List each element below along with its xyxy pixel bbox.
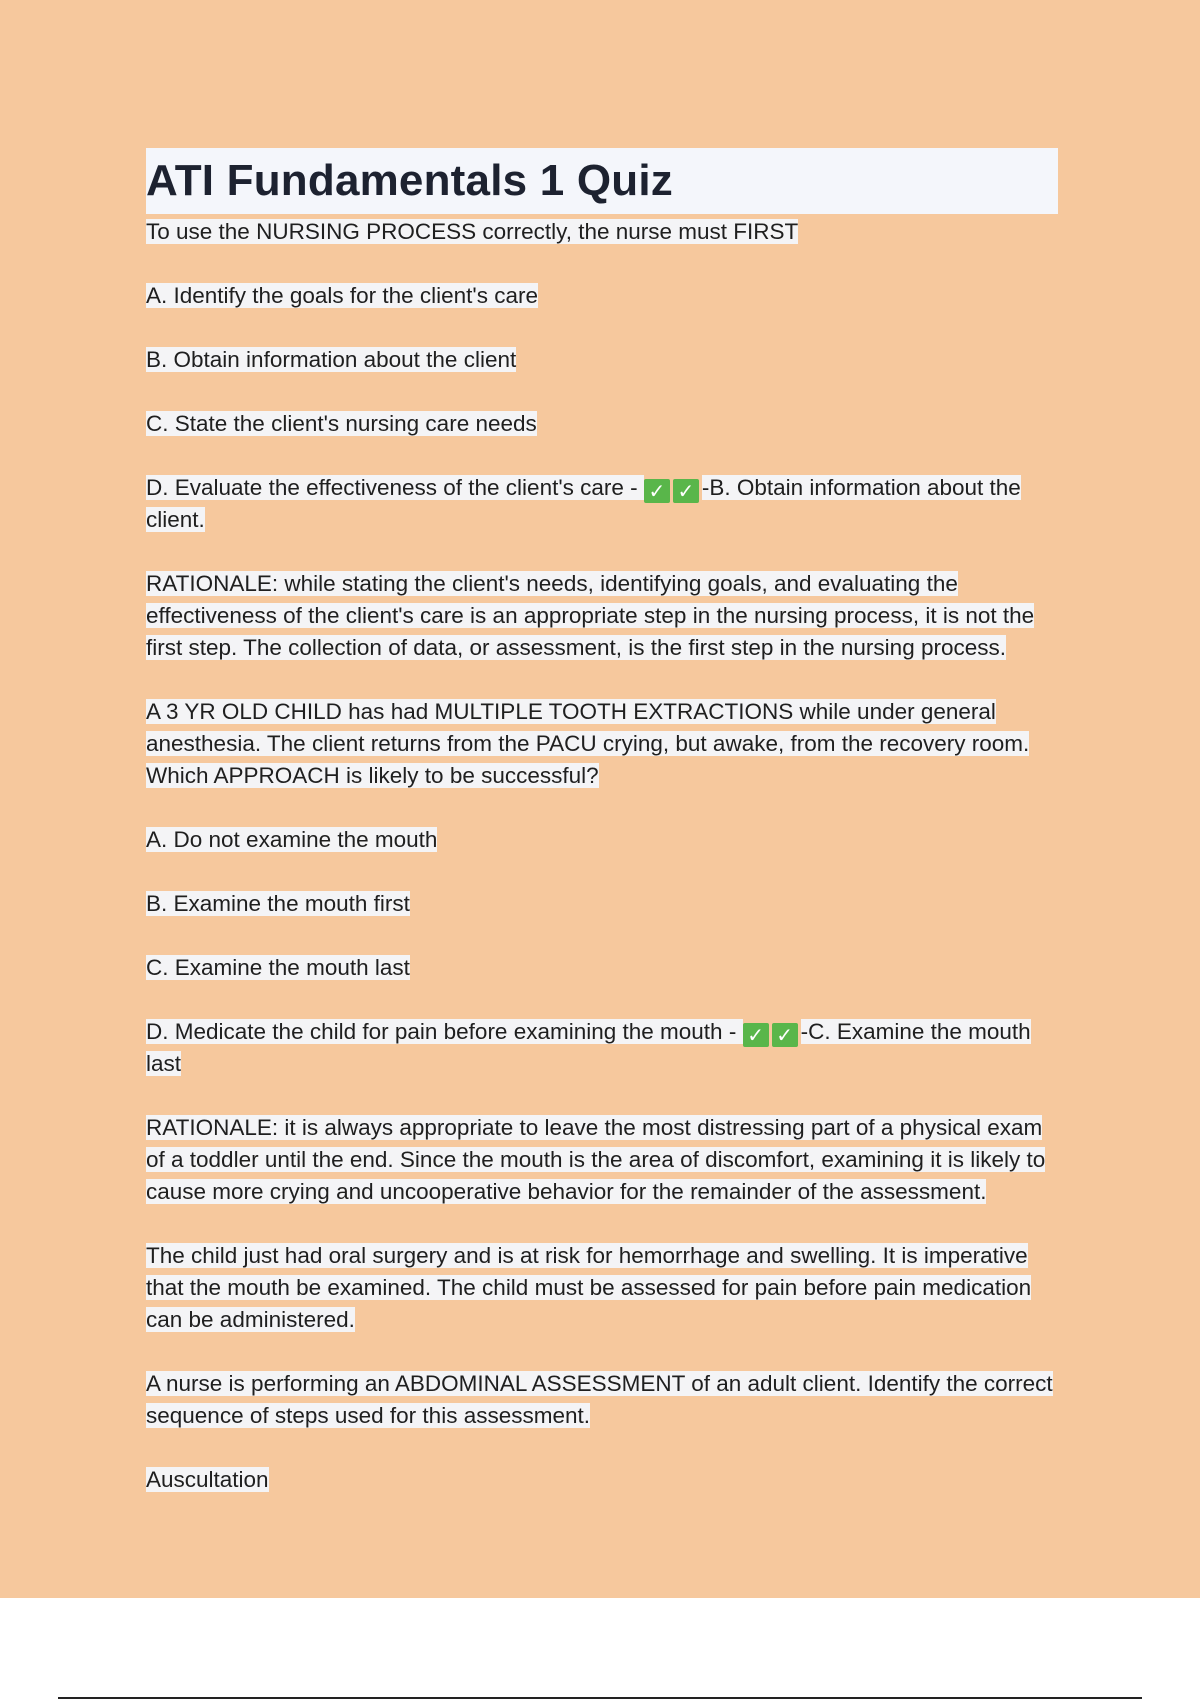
question-2-option-a: A. Do not examine the mouth bbox=[146, 827, 438, 852]
footer-divider bbox=[58, 1697, 1142, 1699]
question-2-option-d-with-answer: D. Medicate the child for pain before examining the mouth - ✓ ✓ -C. Examine the mouth last bbox=[146, 1019, 1031, 1076]
question-1-option-c: C. State the client's nursing care needs bbox=[146, 411, 537, 436]
question-2-option-c: C. Examine the mouth last bbox=[146, 955, 410, 980]
question-2-option-b: B. Examine the mouth first bbox=[146, 891, 410, 916]
question-1-option-d-with-answer: D. Evaluate the effectiveness of the client's care - ✓ ✓ -B. Obtain information about the client. bbox=[146, 475, 1021, 532]
question-3-stem: A nurse is performing an ABDOMINAL ASSESSMENT of an adult client. Identify the correct sequence of steps used for this assessment. bbox=[146, 1371, 1053, 1428]
question-2-rationale: RATIONALE: it is always appropriate to leave the most distressing part of a physical exam of a toddler until the end. Since the mouth is the area of discomfort, examining it is likely to cause more crying and uncooperative behavior for the remainder of the assessment. bbox=[146, 1115, 1046, 1204]
question-1-answer: -B. Obtain information about the client. bbox=[146, 475, 1021, 532]
check-mark-icon: ✓ bbox=[772, 1023, 798, 1047]
document-body bbox=[146, 148, 1058, 1496]
question-1-option-a: A. Identify the goals for the client's care bbox=[146, 283, 539, 308]
question-1-stem: To use the NURSING PROCESS correctly, the nurse must FIRST bbox=[146, 219, 799, 244]
check-mark-icon: ✓ bbox=[743, 1023, 769, 1047]
document-title: ATI Fundamentals 1 Quiz bbox=[146, 156, 673, 205]
question-2-answer: -C. Examine the mouth last bbox=[146, 1019, 1031, 1076]
question-1-rationale: RATIONALE: while stating the client's needs, identifying goals, and evaluating the effectiveness of the client's care is an appropriate step in the nursing process, it is not the first step. The collection of data, or assessment, is the first step in the nursing process. bbox=[146, 571, 1035, 660]
check-mark-icon: ✓ bbox=[644, 479, 670, 503]
question-2-extra-note: The child just had oral surgery and is at risk for hemorrhage and swelling. It is imperative that the mouth be examined. The child must be assessed for pain before pain medication can be administered. bbox=[146, 1243, 1032, 1332]
check-mark-icon: ✓ bbox=[673, 479, 699, 503]
question-2-stem: A 3 YR OLD CHILD has had MULTIPLE TOOTH EXTRACTIONS while under general anesthesia. The client returns from the PACU crying, but awake, from the recovery room. Which APPROACH is likely to be successful? bbox=[146, 699, 1030, 788]
question-3-step-1: Auscultation bbox=[146, 1467, 269, 1492]
question-1-option-b: B. Obtain information about the client bbox=[146, 347, 517, 372]
title-bar bbox=[146, 148, 1058, 214]
